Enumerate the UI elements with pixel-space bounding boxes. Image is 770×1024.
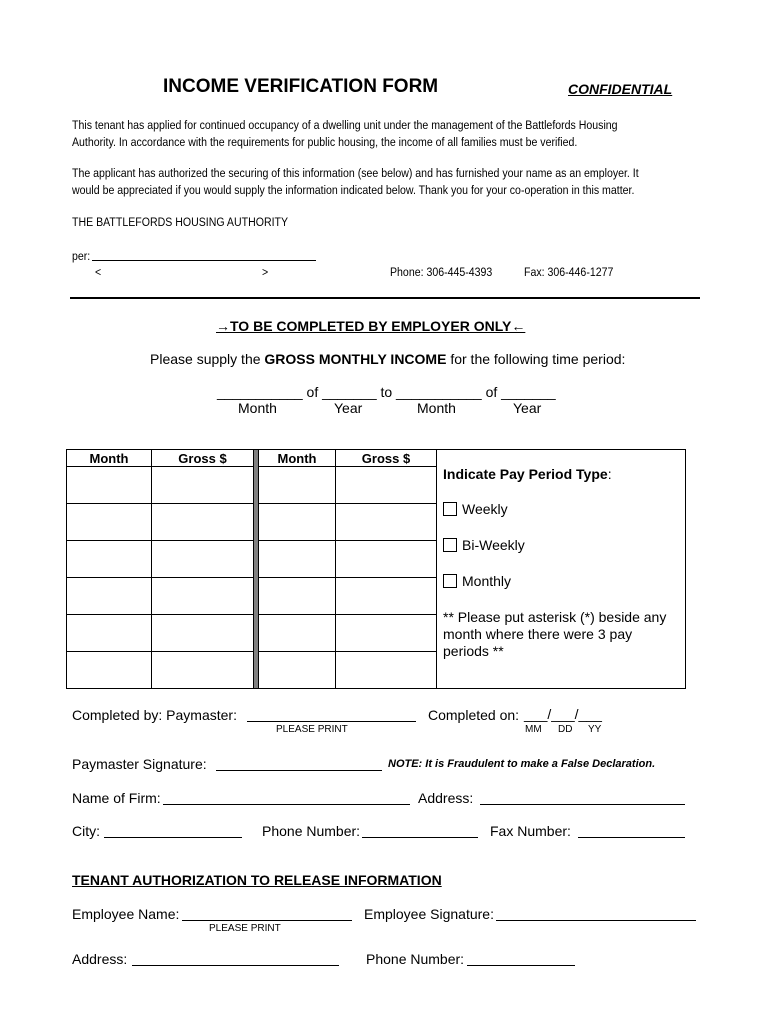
gross-cell[interactable] (336, 504, 437, 541)
pay-period-type-label: Indicate Pay Period Type: (443, 466, 612, 482)
gross-cell[interactable] (336, 467, 437, 504)
city-label: City: (72, 823, 100, 839)
month-cell[interactable] (259, 652, 336, 689)
asterisk-note: ** Please put asterisk (*) beside any month where there were 3 pay periods ** (443, 609, 667, 659)
completed-on-label: Completed on: (428, 707, 520, 723)
header-month-2: Month (259, 450, 336, 467)
supply-instruction: Please supply the GROSS MONTHLY INCOME for the following time period: (150, 351, 626, 367)
monthly-checkbox[interactable] (443, 574, 457, 588)
intro-paragraph-1-line-1: This tenant has applied for continued occupancy of a dwelling unit under the management of the Battlefords Housing (72, 118, 618, 132)
month-cell[interactable] (259, 578, 336, 615)
employee-signature-label: Employee Signature: (364, 906, 494, 922)
gross-cell[interactable] (152, 652, 254, 689)
confidential-label: CONFIDENTIAL (568, 81, 673, 97)
period-label-year-2: Year (513, 400, 542, 416)
gross-cell[interactable] (152, 541, 254, 578)
header-gross-2: Gross $ (336, 450, 437, 467)
gross-cell[interactable] (336, 578, 437, 615)
date-yy-hint: YY (588, 724, 602, 735)
tenant-heading: TENANT AUTHORIZATION TO RELEASE INFORMATION (72, 872, 442, 888)
weekly-checkbox[interactable] (443, 502, 457, 516)
form-title: INCOME VERIFICATION FORM (163, 76, 439, 97)
firm-name-field[interactable] (163, 804, 410, 805)
month-cell[interactable] (67, 578, 152, 615)
per-signature-line[interactable] (92, 260, 316, 261)
month-cell[interactable] (259, 467, 336, 504)
firm-address-field[interactable] (480, 804, 685, 805)
month-cell[interactable] (67, 467, 152, 504)
pay-period-panel (437, 450, 686, 689)
date-mm-hint: MM (525, 724, 542, 735)
gross-cell[interactable] (336, 541, 437, 578)
month-cell[interactable] (67, 652, 152, 689)
tenant-address-field[interactable] (132, 965, 339, 966)
period-fields[interactable]: ___________ of _______ to ___________ of _______ (217, 384, 556, 400)
authority-name: THE BATTLEFORDS HOUSING AUTHORITY (72, 215, 289, 229)
option-biweekly[interactable]: Bi-Weekly (443, 537, 679, 553)
month-cell[interactable] (67, 541, 152, 578)
month-cell[interactable] (67, 615, 152, 652)
option-monthly[interactable]: Monthly (443, 573, 679, 589)
firm-phone-field[interactable] (362, 837, 478, 838)
tenant-phone-label: Phone Number: (366, 951, 465, 967)
paymaster-signature-label: Paymaster Signature: (72, 756, 207, 772)
gross-cell[interactable] (152, 615, 254, 652)
firm-phone-label: Phone Number: (262, 823, 361, 839)
employee-name-field[interactable] (182, 920, 352, 921)
firm-name-label: Name of Firm: (72, 790, 161, 806)
intro-paragraph-2-line-1: The applicant has authorized the securing of this information (see below) and has furnished your name as an employer. It (72, 166, 639, 180)
month-cell[interactable] (259, 504, 336, 541)
tenant-address-label: Address: (72, 951, 128, 967)
period-label-year-1: Year (334, 400, 363, 416)
employee-signature-field[interactable] (496, 920, 696, 921)
date-dd-hint: DD (558, 724, 573, 735)
month-cell[interactable] (259, 541, 336, 578)
intro-paragraph-2-line-2: would be appreciated if you would supply the information indicated below. Thank you for your co-operation in this matter. (72, 183, 635, 197)
paymaster-name-field[interactable] (247, 721, 416, 722)
gross-cell[interactable] (336, 615, 437, 652)
bracket-open: < (95, 265, 102, 279)
paymaster-signature-field[interactable] (216, 770, 382, 771)
tenant-phone-field[interactable] (467, 965, 575, 966)
gross-cell[interactable] (152, 467, 254, 504)
per-label: per: (72, 249, 91, 263)
city-field[interactable] (104, 837, 242, 838)
please-print-hint: PLEASE PRINT (276, 724, 348, 735)
employee-name-label: Employee Name: (72, 906, 180, 922)
period-label-month-2: Month (417, 400, 456, 416)
biweekly-checkbox[interactable] (443, 538, 457, 552)
gross-cell[interactable] (152, 504, 254, 541)
intro-paragraph-1-line-2: Authority. In accordance with the requirements for public housing, the income of all families must be verified. (72, 135, 578, 149)
section-divider (70, 297, 700, 299)
month-cell[interactable] (67, 504, 152, 541)
authority-fax: Fax: 306-446-1277 (524, 265, 614, 279)
fraud-note: NOTE: It is Fraudulent to make a False Declaration. (388, 758, 656, 770)
firm-address-label: Address: (418, 790, 474, 806)
completed-on-date-field[interactable]: ___/___/___ (524, 706, 602, 722)
authority-phone: Phone: 306-445-4393 (390, 265, 493, 279)
gross-cell[interactable] (336, 652, 437, 689)
header-month: Month (67, 450, 152, 467)
employer-heading: →TO BE COMPLETED BY EMPLOYER ONLY← (216, 318, 526, 334)
option-weekly[interactable]: Weekly (443, 501, 679, 517)
gross-cell[interactable] (152, 578, 254, 615)
month-cell[interactable] (259, 615, 336, 652)
header-gross: Gross $ (152, 450, 254, 467)
bracket-close: > (262, 265, 269, 279)
period-label-month-1: Month (238, 400, 277, 416)
firm-fax-label: Fax Number: (490, 823, 571, 839)
firm-fax-field[interactable] (578, 837, 685, 838)
completed-by-label: Completed by: Paymaster: (72, 707, 237, 723)
employee-please-print-hint: PLEASE PRINT (209, 923, 281, 934)
income-table (66, 449, 686, 689)
